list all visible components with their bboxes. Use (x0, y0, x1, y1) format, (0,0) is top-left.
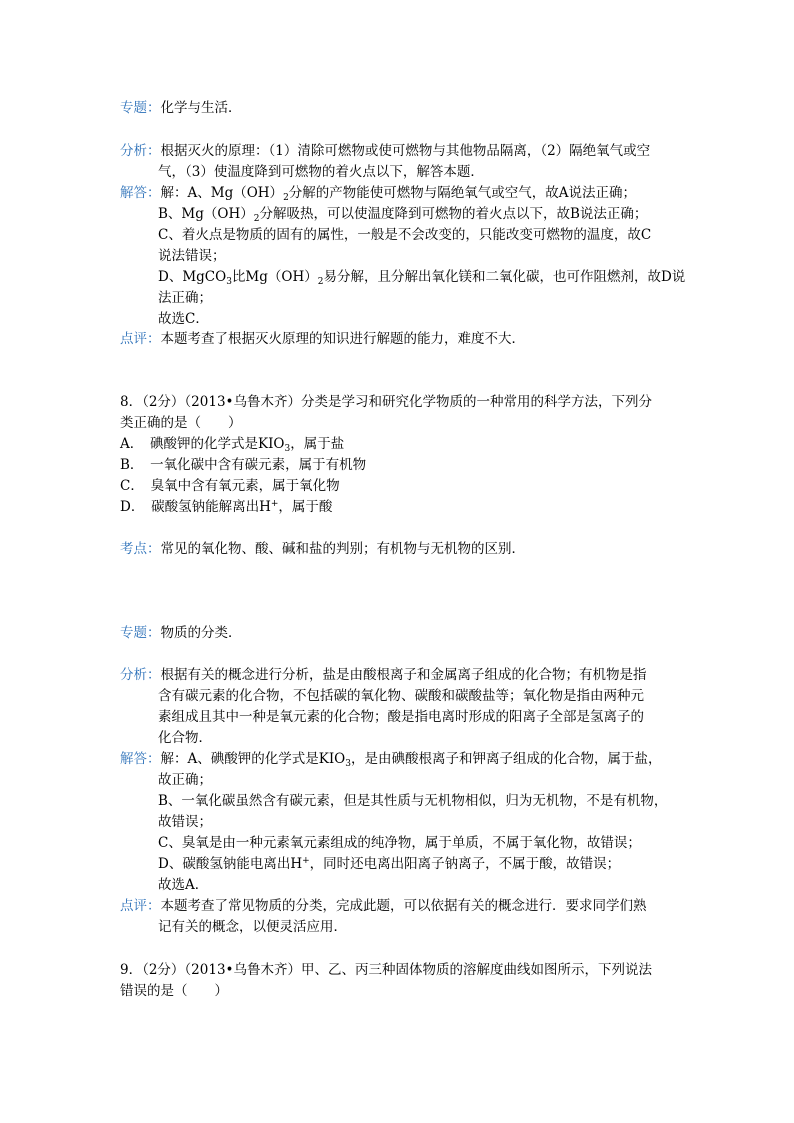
solution-label: 解答： (120, 185, 161, 201)
q8-solution-line-b1: B、一氧化碳虽然含有碳元素，但是其性质与无机物相似，归为无机物，不是有机物， (158, 793, 668, 809)
q8-analysis-line-2: 含有碳元素的化合物，不包括碳的氧化物、碳酸和碳酸盐等；氧化物是指由两种元 (158, 688, 644, 704)
comment-text: 本题考查了根据灭火原理的知识进行解题的能力，难度不大． (160, 331, 525, 347)
q8-solution-line-d: D、碳酸氢钠能电离出H+，同时还电离出阳离子钠离子，不属于酸，故错误； (158, 856, 621, 872)
q8-stem-line-2: 类正确的是（ ） (120, 415, 242, 431)
solution-label: 解答： (120, 751, 161, 767)
q9-stem-line-2: 错误的是（ ） (120, 983, 228, 999)
q7-topic-line (120, 98, 242, 118)
q7-analysis-line-1 (120, 141, 650, 161)
analysis-text: 根据有关的概念进行分析，盐是由酸根离子和金属离子组成的化合物；有机物是指 (160, 667, 647, 683)
q7-analysis-line-2: 气，（3）使温度降到可燃物的着火点以下，解答本题． (158, 164, 484, 180)
q7-solution-line-d1: D、MgCO$_3$比$Mg(OH)_2$易分解，且分解出氧化镁和二氧化碳，也可作阻燃剂，故D说 (158, 269, 686, 287)
comment-text: 本题考查了常见物质的分类，完成此题，可以依据有关的概念进行．要求同学们熟 (160, 898, 647, 914)
q8-stem-line-1: 8．（2分）（2013•乌鲁木齐）分类是学习和研究化学物质的一种常用的科学方法，下列分 (120, 394, 652, 410)
q7-comment-line (120, 329, 525, 349)
q8-analysis-line-3: 素组成且其中一种是氧元素的化合物；酸是指电离时形成的阳离子全部是氢离子的 (158, 709, 644, 725)
q8-option-d: D． 碳酸氢钠能解离出H+，属于酸 (120, 499, 333, 515)
q7-solution-line-b: B、$Mg(OH)_2$分解吸热，可以使温度降到可燃物的着火点以下，故B说法正确； (158, 206, 648, 224)
analysis-text: 根据灭火的原理：（1）清除可燃物或使可燃物与其他物品隔离，（2）隔绝氧气或空 (160, 143, 651, 159)
q8-analysis-line-4: 化合物． (158, 730, 212, 746)
analysis-label: 分析： (120, 667, 161, 683)
q8-topic-line (120, 623, 242, 643)
q8-option-a: A． 碘酸钾的化学式是$KIO_3$，属于盐 (120, 436, 345, 454)
q8-solution-line-c: C、臭氧是由一种元素氧元素组成的纯净物，属于单质，不属于氧化物，故错误； (158, 835, 641, 851)
comment-label: 点评： (120, 898, 161, 914)
q8-option-b: B． 一氧化碳中含有碳元素，属于有机物 (120, 457, 367, 473)
q9-stem-line-1: 9．（2分）（2013•乌鲁木齐）甲、乙、丙三种固体物质的溶解度曲线如图所示，下列说法 (120, 962, 652, 978)
comment-label: 点评： (120, 331, 161, 347)
keypoint-text: 常见的氧化物、酸、碱和盐的判别；有机物与无机物的区别． (160, 541, 525, 557)
q7-solution-line-d2: 法正确； (158, 290, 212, 306)
topic-label: 专题： (120, 100, 161, 116)
q8-keypoint-line (120, 539, 525, 559)
analysis-label: 分析： (120, 143, 161, 159)
q7-solution-line-c2: 说法错误； (158, 248, 226, 264)
q8-analysis-line-1 (120, 665, 647, 685)
q8-solution-line-a2: 故正确； (158, 772, 212, 788)
q7-solution-choice: 故选C． (158, 311, 209, 327)
q8-option-c: C． 臭氧中含有氧元素，属于氧化物 (120, 478, 340, 494)
q8-solution-line-b2: 故错误； (158, 814, 212, 830)
q7-solution-line-c1: C、着火点是物质的固有的属性，一般是不会改变的，只能改变可燃物的温度，故C (158, 227, 652, 243)
topic-label: 专题： (120, 625, 161, 641)
q8-solution-line-a1: 解答：解：A、碘酸钾的化学式是$KIO_3$，是由碘酸根离子和钾离子组成的化合物，属于盐， (120, 751, 662, 769)
topic-text: 化学与生活． (160, 100, 242, 116)
keypoint-label: 考点： (120, 541, 161, 557)
q8-comment-line-1 (120, 896, 647, 916)
q7-solution-line-a: 解答：解：A、$Mg(OH)_2$分解的产物能使可燃物与隔绝氧气或空气，故A说法正确； (120, 185, 637, 203)
q8-solution-choice: 故选A． (158, 877, 209, 893)
topic-text: 物质的分类． (160, 625, 242, 641)
q8-comment-line-2: 记有关的概念，以便灵活应用． (158, 919, 347, 935)
